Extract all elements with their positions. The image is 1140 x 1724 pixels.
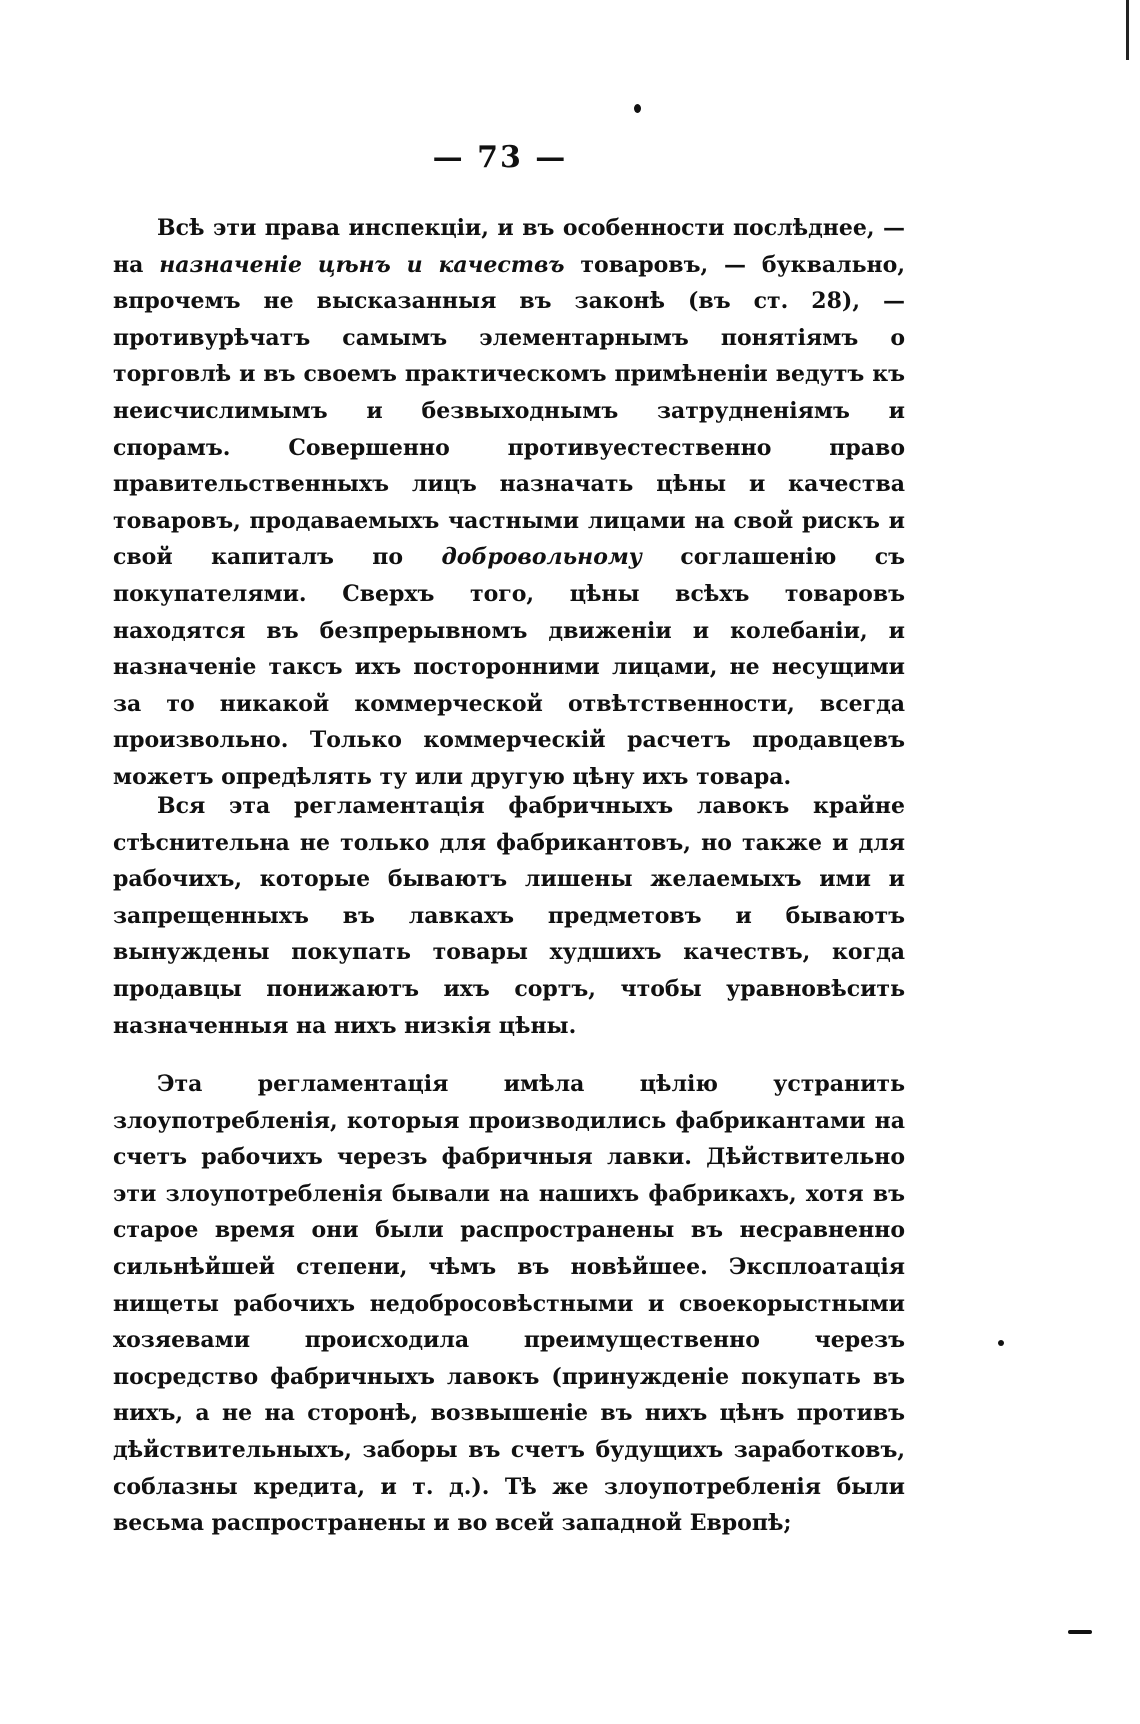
paragraph-1-italic-b: добровольному [441, 544, 642, 571]
paragraph-1 [113, 210, 905, 796]
paragraph-3 [113, 1066, 905, 1542]
paragraph-2 [113, 788, 905, 1044]
paragraph-3-text: Эта регламентація имѣла цѣлію устранить злоупотребленія, которыя производились фабрикантами на счетъ рабочихъ черезъ фабричныя лавки. Дѣйствительно эти злоупотребленія бывали на нашихъ фабрикахъ, хотя въ старое время они были распространены въ несравненно сильнѣйшей степени, чѣмъ въ новѣйшее. Эксплоатація нищеты рабочихъ недобросовѣстными и своекорыстными хозяевами происходила преимущественно черезъ посредство фабричныхъ лавокъ (принужденіе покупать въ нихъ, а не на сторонѣ, возвышеніе въ нихъ цѣнъ противъ дѣйствительныхъ, заборы въ счетъ будущихъ заработковъ, соблазны кредита, и т. д.). Тѣ же злоупотребленія были весьма распространены и во всей западной Европѣ; [113, 1071, 905, 1537]
ink-dash-margin [1068, 1630, 1092, 1634]
page-number: — 73 — [432, 140, 568, 175]
ink-speck-margin [998, 1340, 1004, 1346]
paragraph-2-text: Вся эта регламентація фабричныхъ лавокъ крайне стѣснительна не только для фабрикантовъ, но также и для рабочихъ, которые бываютъ лишены желаемыхъ ими и запрещенныхъ въ лавкахъ предметовъ и бываютъ вынуждены покупать товары худшихъ качествъ, когда продавцы понижаютъ ихъ сортъ, чтобы уравновѣсить назначенныя на нихъ низкія цѣны. [113, 793, 905, 1039]
paragraph-1-text-b: товаровъ, — буквально, впрочемъ не высказанныя въ законѣ (въ ст. 28), — противурѣчатъ самымъ элементарнымъ понятіямъ о торговлѣ и въ своемъ практическомъ примѣненіи ведутъ къ неисчислимымъ и безвыходнымъ затрудненіямъ и спорамъ. Совершенно противуестественно право правительственныхъ лицъ назначать цѣны и качества товаровъ, продаваемыхъ частными лицами на свой рискъ и свой капиталъ по [113, 251, 905, 571]
page-edge-line [1126, 0, 1129, 60]
ink-speck-top [634, 104, 641, 113]
paragraph-1-text-a: Всѣ эти права инспекціи, и въ особенности послѣднее, — на [113, 215, 905, 278]
paragraph-1-text-c: соглашенію съ покупателями. Сверхъ того, цѣны всѣхъ товаровъ находятся въ безпрерывномъ движеніи и колебаніи, и назначеніе таксъ ихъ посторонними лицами, не несущими за то никакой коммерческой отвѣтственности, всегда произвольно. Только коммерческій расчетъ продавцевъ можетъ опредѣлять ту или другую цѣну ихъ товара. [113, 544, 906, 790]
paragraph-1-italic-a: назначеніе цѣнъ и качествъ [159, 251, 565, 278]
